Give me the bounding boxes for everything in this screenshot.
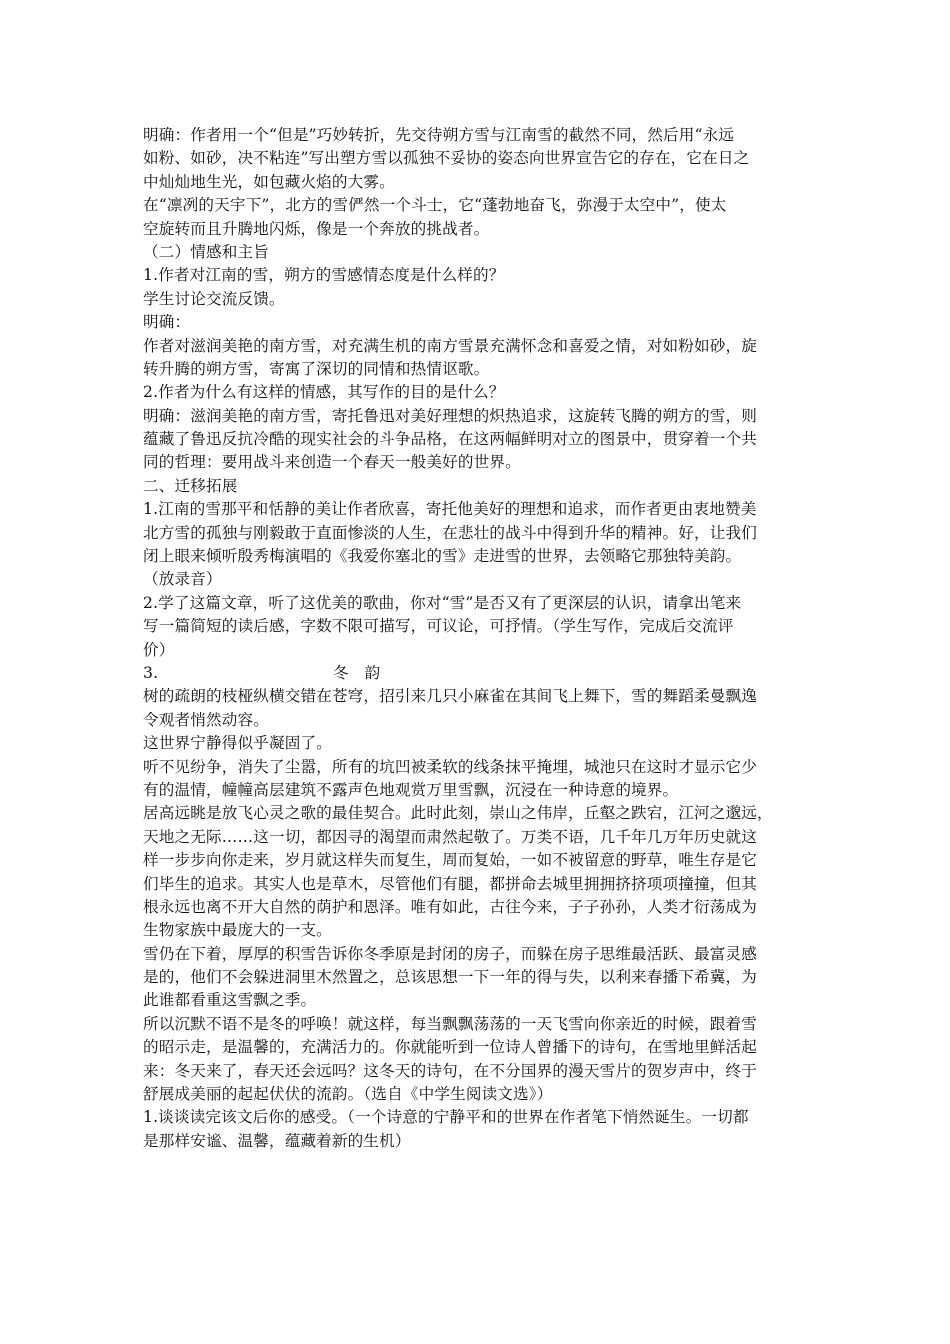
text-line: 有的温情，幢幢高层建筑不露声色地观赏万里雪飘，沉浸在一种诗意的境界。 (143, 780, 679, 799)
text-line: 令观者悄然动容。 (143, 710, 269, 729)
text-line: 写一篇简短的读后感，字数不限可描写，可议论，可抒情。（学生写作，完成后交流评 (143, 617, 734, 636)
text-line: 学生讨论交流反馈。 (143, 289, 285, 308)
text-line: 根永远也离不开大自然的荫护和恩泽。唯有如此，古往今来，子子孙孙，人类才衍荡成为 (143, 897, 758, 916)
text-line: 空旋转而且升腾地闪烁，像是一个奔放的挑战者。 (143, 219, 490, 238)
text-line: 天地之无际……这一切，都因寻的渴望而肃然起敬了。万类不语，几千年几万年历史就这 (143, 827, 758, 846)
text-line: 2.学了这篇文章，听了这优美的歌曲，你对“雪”是否又有了更深层的认识，请拿出笔来 (143, 593, 742, 612)
text-line: 生物家族中最庞大的一支。 (143, 921, 332, 940)
text-line: 舒展成美丽的起起伏伏的流韵。（选自《中学生阅读文选》） (143, 1085, 553, 1104)
text-line: 如粉、如砂，决不粘连”写出塑方雪以孤独不妥协的姿态向世界宣告它的存在，它在日之 (143, 149, 750, 168)
text-line: 作者对滋润美艳的南方雪，对充满生机的南方雪景充满怀念和喜爱之情，对如粉如砂，旋 (143, 336, 758, 355)
poem-title-line (143, 662, 808, 685)
text-line: 明确：滋润美艳的南方雪，寄托鲁迅对美好理想的炽热追求，这旋转飞腾的朔方的雪，则 (143, 406, 758, 425)
text-line: （放录音） (143, 570, 222, 589)
text-line: 同的哲理：要用战斗来创造一个春天一般美好的世界。 (143, 453, 521, 472)
text-line: 们毕生的追求。其实人也是草木，尽管他们有腿，都拼命去城里拥拥挤挤项项撞撞，但其 (143, 874, 758, 893)
question-line: 1.作者对江南的雪，朔方的雪感情态度是什么样的？ (143, 266, 505, 285)
text-line: 1.江南的雪那平和恬静的美让作者欣喜，寄托他美好的理想和追求，而作者更由衷地赞美 (143, 500, 757, 519)
text-line: 听不见纷争，消失了尘嚣，所有的坑凹被柔软的线条抹平掩埋，城池只在这时才显示它少 (143, 757, 758, 776)
text-line: 此谁都看重这雪飘之季。 (143, 991, 317, 1010)
document-body (143, 124, 808, 1153)
section-heading: （二）情感和主旨 (143, 242, 269, 261)
text-line: 明确：作者用一个“但是”巧妙转折，先交待朔方雪与江南雪的截然不同，然后用“永远 (143, 126, 735, 144)
text-line: 样一步步向你走来，岁月就这样失而复生，周而复始，一如不被留意的野草，唯生存是它 (143, 851, 758, 870)
text-line: 居高远眺是放飞心灵之歌的最佳契合。此时此刻，崇山之伟岸，丘壑之跌宕，江河之邈远， (143, 804, 773, 823)
text-line: 蕴藏了鲁迅反抗冷酷的现实社会的斗争品格，在这两幅鲜明对立的图景中，贯穿着一个共 (143, 430, 758, 449)
text-line: 是那样安谧、温馨，蕴藏着新的生机） (143, 1131, 411, 1150)
section-heading: 二、迁移拓展 (143, 476, 238, 495)
text-line: 的昭示走，是温馨的，充满活力的。你就能听到一位诗人曾播下的诗句，在雪地里鲜活起 (143, 1038, 758, 1057)
text-line: 这世界宁静得似乎凝固了。 (143, 734, 332, 753)
text-line: 闭上眼来倾听殷秀梅演唱的《我爱你塞北的雪》走进雪的世界，去领略它那独特美韵。 (143, 547, 742, 566)
text-line: 树的疏朗的枝桠纵横交错在苍穹，招引来几只小麻雀在其间飞上舞下，雪的舞蹈柔曼飘逸 (143, 687, 758, 706)
poem-title: 冬韵 (333, 663, 397, 682)
text-line: 所以沉默不语不是冬的呼唤！就这样，每当飘飘荡荡的一天飞雪向你亲近的时候，跟着雪 (143, 1014, 758, 1033)
question-line: 2.作者为什么有这样的情感，其写作的目的是什么？ (143, 383, 505, 402)
text-line: 在“凛冽的天宇下”，北方的雪俨然一个斗士，它“蓬勃地奋飞，弥漫于太空中”，使太 (143, 196, 727, 215)
text-line: 转升腾的朔方雪，寄寓了深切的同情和热情讴歌。 (143, 359, 490, 378)
question-line: 1.谈谈读完该文后你的感受。（一个诗意的宁静平和的世界在作者笔下悄然诞生。一切都 (143, 1108, 749, 1127)
text-line: 价） (143, 640, 175, 659)
text-line: 来：冬天来了，春天还会远吗？这冬天的诗句，在不分国界的漫天雪片的贺岁声中，终于 (143, 1061, 758, 1080)
poem-number: 3. (143, 663, 159, 682)
text-line: 北方雪的孤独与刚毅敢于直面惨淡的人生，在悲壮的战斗中得到升华的精神。好，让我们 (143, 523, 758, 542)
text-line: 明确： (143, 313, 191, 332)
text-line: 是的，他们不会躲进洞里木然置之，总该思想一下一年的得与失，以利来春播下希冀，为 (143, 968, 758, 987)
text-line: 中灿灿地生光，如包藏火焰的大雾。 (143, 172, 395, 191)
text-line: 雪仍在下着，厚厚的积雪告诉你冬季原是封闭的房子，而躲在房子思维最活跃、最富灵感 (143, 944, 758, 963)
